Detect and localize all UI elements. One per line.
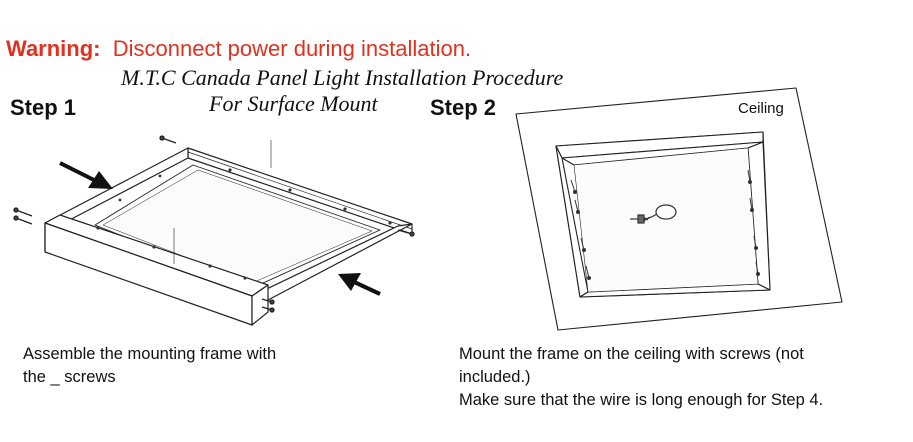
- step-2-heading: Step 2: [430, 95, 497, 120]
- document-subtitle: For Surface Mount: [209, 91, 378, 116]
- step-1-caption-line: Assemble the mounting frame with: [23, 345, 277, 363]
- step-1-caption-line: the _ screws: [23, 368, 116, 386]
- document-title: M.T.C Canada Panel Light Installation Procedure: [121, 65, 564, 90]
- step-2-caption-line: included.): [459, 368, 531, 386]
- step-2-caption-line: Mount the frame on the ceiling with screws (not: [459, 345, 804, 363]
- warning-label: Warning:: [6, 36, 101, 61]
- ceiling-label: Ceiling: [738, 100, 784, 117]
- step-2-caption: [459, 343, 823, 412]
- warning-message: Disconnect power during installation.: [112, 36, 472, 61]
- step-2-caption-line: Make sure that the wire is long enough for Step 4.: [459, 391, 824, 409]
- step-1-caption: [23, 343, 276, 389]
- step-1-heading: Step 1: [10, 95, 77, 120]
